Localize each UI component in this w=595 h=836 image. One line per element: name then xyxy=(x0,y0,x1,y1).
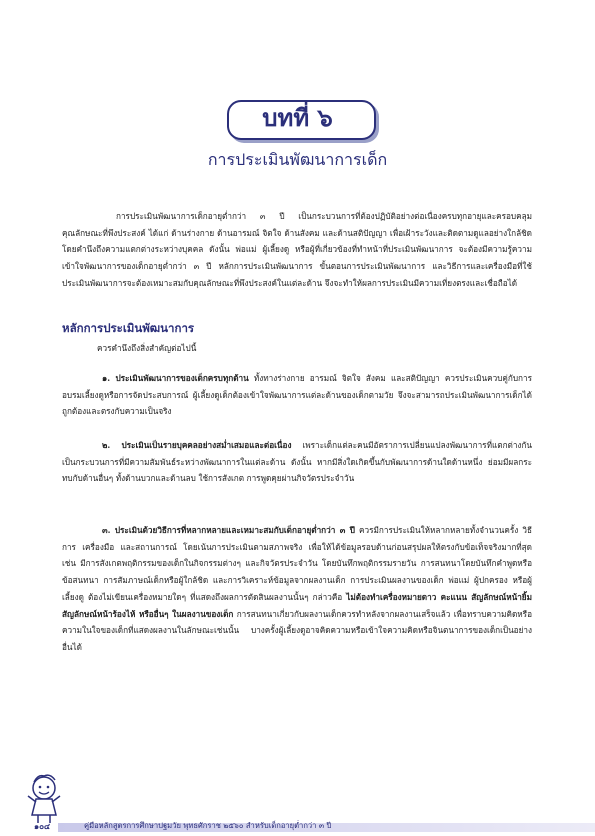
principle-2-text: เพราะเด็กแต่ละคนมีอัตราการเปลี่ยนแปลงพัฒนาการที่แตกต่างกัน เป็นกระบวนการที่มีความสัมพันธ์ระหว่างพัฒนาการในแต่ละด้าน ดังนั้น หากมีสิ่งใดเกิดขึ้นกับพัฒนาการด้านใดด้านหนึ่ง ย่อมมีผลกระทบกับด้านอื่นๆ ทั้งด้านบวกและด้านลบ ใช้การสังเกต การพูดคุยผ่านกิจวัตรประจำวัน xyxy=(62,440,532,484)
chapter-title: บทที่ ๖ xyxy=(262,104,333,132)
principle-3-text: ควรมีการประเมินให้หลากหลายทั้งจำนวนครั้ง วิธีการ เครื่องมือ และสถานการณ์ โดยเน้นการประเมินตามสภาพจริง เพื่อให้ได้ข้อมูลรอบด้านก่อนสรุปผลให้ตรงกับข้อเท็จจริงมากที่สุด เช่น มีการสังเกตพฤติกรรมของเด็กในกิจกรรมต่างๆ และกิจวัตรประจำวัน โดยบันทึกพฤติกรรมรายวัน การสนทนาโดยบันทึกคำพูดหรือข้อสนทนา การสัมภาษณ์เด็กหรือผู้ใกล้ชิด และการวิเคราะห์ข้อมูลจากผลงานเด็ก การประเมินผลงานของเด็ก พ่อแม่ ผู้ปกครอง หรือผู้เลี้ยงดู ต้องไม่เขียนเครื่องหมายใดๆ ที่แสดงถึงผลการตัดสินผลงานนั้นๆ กล่าวคือ xyxy=(62,525,532,602)
principle-item-1 xyxy=(62,370,532,420)
intro-paragraph: การประเมินพัฒนาการเด็กอายุต่ำกว่า ๓ ปี เป็นกระบวนการที่ต้องปฏิบัติอย่างต่อเนื่องครบทุกอายุและครอบคลุมคุณลักษณะที่พึงประสงค์ ได้แก่ ด้านร่างกาย ด้านอารมณ์ จิตใจ ด้านสังคม และด้านสติปัญญา เพื่อเฝ้าระวังและติดตามดูแลอย่างใกล้ชิด โดยคำนึงถึงความแตกต่างระหว่างบุคคล ดังนั้น พ่อแม่ ผู้เลี้ยงดู หรือผู้ที่เกี่ยวข้องที่ทำหน้าที่ประเมินพัฒนาการ จะต้องมีความรู้ความเข้าใจพัฒนาการของเด็กอายุต่ำกว่า ๓ ปี หลักการประเมินพัฒนาการ ขั้นตอนการประเมินพัฒนาการ และวิธีการและเครื่องมือที่ใช้ประเมินพัฒนาการจะต้องเหมาะสมกับคุณลักษณะที่พึงประสงค์ในแต่ละด้าน จึงจะทำให้ผลการประเมินมีความเที่ยงตรงและเชื่อถือได้ xyxy=(62,211,532,288)
principle-3-heading: ๓. ประเมินด้วยวิธีการที่หลากหลายและเหมาะสมกับเด็กอายุต่ำกว่า ๓ ปี xyxy=(102,525,355,535)
child-mascot-icon xyxy=(24,772,70,826)
page-number: ๑๐๔ xyxy=(34,821,51,831)
principle-1-text: ทั้งทางร่างกาย อารมณ์ จิตใจ สังคม และสติปัญญา ควรประเมินควบคู่กับการอบรมเลี้ยงดูหรือการจัดประสบการณ์ ผู้เลี้ยงดูเด็กต้องเข้าใจพัฒนาการแต่ละด้านของเด็กตามวัย จึงจะสามารถประเมินพัฒนาการเด็กได้ถูกต้องและตรงกับความเป็นจริง xyxy=(62,373,532,417)
section-lead: ควรคำนึงถึงสิ่งสำคัญต่อไปนี้ xyxy=(97,343,197,353)
section-heading: หลักการประเมินพัฒนาการ xyxy=(62,321,195,335)
footer-book-title: คู่มือหลักสูตรการศึกษาปฐมวัย พุทธศักราช ๒๕๖๐ สำหรับเด็กอายุต่ำกว่า ๓ ปี xyxy=(84,821,332,830)
principle-1-heading: ๑. ประเมินพัฒนาการของเด็กครบทุกด้าน xyxy=(102,373,249,383)
principle-3-emphasis: ไม่ต้องทำเครื่องหมายดาว คะแนน สัญลักษณ์หน้ายิ้ม สัญลักษณ์หน้าร้องไห้ หรืออื่นๆ ในผลงานของเด็ก xyxy=(62,591,532,619)
principle-item-3 xyxy=(62,522,532,656)
principle-item-2 xyxy=(62,437,532,487)
principle-2-heading: ๒. ประเมินเป็นรายบุคคลอย่างสม่ำเสมอและต่อเนื่อง xyxy=(102,440,292,450)
chapter-subtitle: การประเมินพัฒนาการเด็ก xyxy=(207,150,388,169)
principle-3-text-end: การสนทนาเกี่ยวกับผลงานเด็กควรทำหลังจากผลงานเสร็จแล้ว เพื่อทราบความคิดหรือความในใจของเด็กที่แสดงผลงานในลักษณะเช่นนั้น บางครั้งผู้เลี้ยงดูอาจคิดความหรือเข้าใจความคิดหรือจินตนาการของเด็กเป็นอย่างอื่นได้ xyxy=(62,608,532,652)
